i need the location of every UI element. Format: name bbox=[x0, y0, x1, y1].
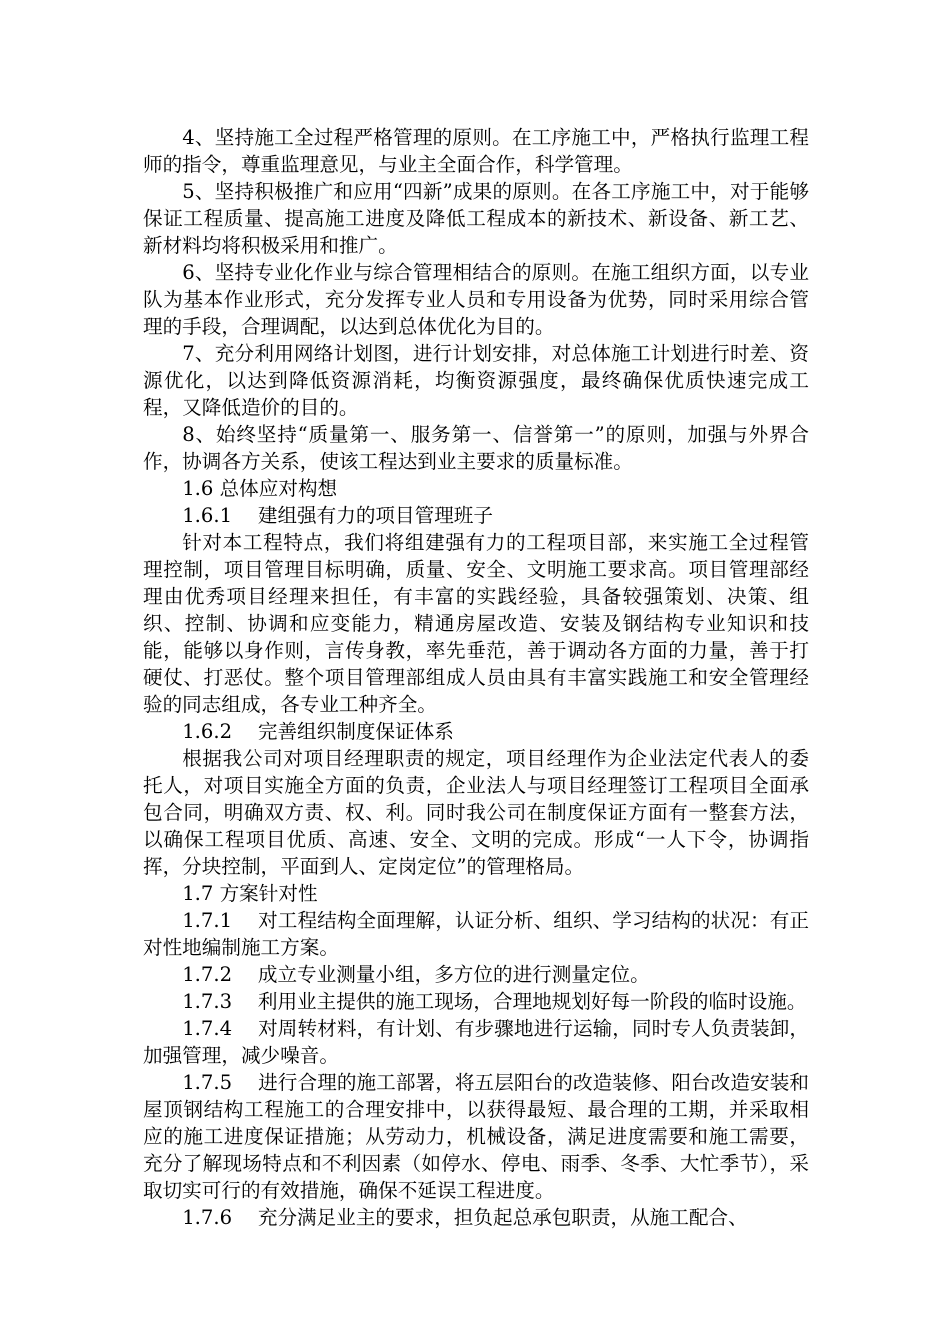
paragraph-1-7-2: 1.7.2 成立专业测量小组，多方位的进行测量定位。 bbox=[182, 963, 650, 986]
paragraph-principle-5: 5、坚持积极推广和应用“四新”成果的原则。在各工序施工中，对于能够保证工程质量、提高施工进度及降低工程成本的新技术、新设备、新工艺、新材料均将积极采用和推广。 bbox=[143, 180, 809, 257]
paragraph-1-7-5: 1.7.5 进行合理的施工部署，将五层阳台的改造装修、阳台改造安装和屋顶钢结构工程施工的合理安排中，以获得最短、最合理的工期，并采取相应的施工进度保证措施；从劳动力，机械设备，满足进度需要和施工需要，充分了解现场特点和不利因素（如停水、停电、雨季、冬季、大忙季节），采取切实可行的有效措施，确保不延误工程进度。 bbox=[143, 1071, 809, 1202]
paragraph-1-7-1: 1.7.1 对工程结构全面理解，认证分析、组织、学习结构的状况：有正对性地编制施工方案。 bbox=[143, 909, 809, 959]
paragraph-principle-8: 8、始终坚持“质量第一、服务第一、信誉第一”的原则，加强与外界合作，协调各方关系，使该工程达到业主要求的质量标准。 bbox=[143, 423, 809, 473]
subsection-heading-1-6-1: 1.6.1 建组强有力的项目管理班子 bbox=[182, 504, 493, 527]
paragraph-management-team: 针对本工程特点，我们将组建强有力的工程项目部，来实施工全过程管理控制，项目管理目标明确，质量、安全、文明施工要求高。项目管理部经理由优秀项目经理来担任，有丰富的实践经验，具备较强策划、决策、组织、控制、协调和应变能力，精通房屋改造、安装及钢结构专业知识和技能，能够以身作则，言传身教，率先垂范，善于调动各方面的力量，善于打硬仗、打恶仗。整个项目管理部组成人员由具有丰富实践施工和安全管理经验的同志组成，各专业工种齐全。 bbox=[143, 531, 809, 716]
paragraph-1-7-6: 1.7.6 充分满足业主的要求，担负起总承包职责，从施工配合、 bbox=[182, 1206, 748, 1229]
document-body bbox=[143, 124, 809, 1231]
paragraph-1-7-4: 1.7.4 对周转材料，有计划、有步骤地进行运输，同时专人负责装卸，加强管理，减少噪音。 bbox=[143, 1017, 809, 1067]
paragraph-principle-4: 4、坚持施工全过程严格管理的原则。在工序施工中，严格执行监理工程师的指令，尊重监理意见，与业主全面合作，科学管理。 bbox=[143, 126, 809, 176]
paragraph-organization-system: 根据我公司对项目经理职责的规定，项目经理作为企业法定代表人的委托人，对项目实施全方面的负责，企业法人与项目经理签订工程项目全面承包合同，明确双方责、权、利。同时我公司在制度保证方面有一整套方法，以确保工程项目优质、高速、安全、文明的完成。形成“一人下令，协调指挥，分块控制，平面到人、定岗定位”的管理格局。 bbox=[143, 747, 809, 878]
paragraph-principle-6: 6、坚持专业化作业与综合管理相结合的原则。在施工组织方面，以专业队为基本作业形式，充分发挥专业人员和专用设备为优势，同时采用综合管理的手段，合理调配，以达到总体优化为目的。 bbox=[143, 261, 809, 338]
section-heading-1-6: 1.6 总体应对构想 bbox=[182, 477, 338, 500]
subsection-heading-1-6-2: 1.6.2 完善组织制度保证体系 bbox=[182, 720, 454, 743]
paragraph-principle-7: 7、充分利用网络计划图，进行计划安排，对总体施工计划进行时差、资源优化，以达到降低资源消耗，均衡资源强度，最终确保优质快速完成工程，又降低造价的目的。 bbox=[143, 342, 809, 419]
section-heading-1-7: 1.7 方案针对性 bbox=[182, 882, 318, 905]
paragraph-1-7-3: 1.7.3 利用业主提供的施工现场，合理地规划好每一阶段的临时设施。 bbox=[182, 990, 807, 1013]
